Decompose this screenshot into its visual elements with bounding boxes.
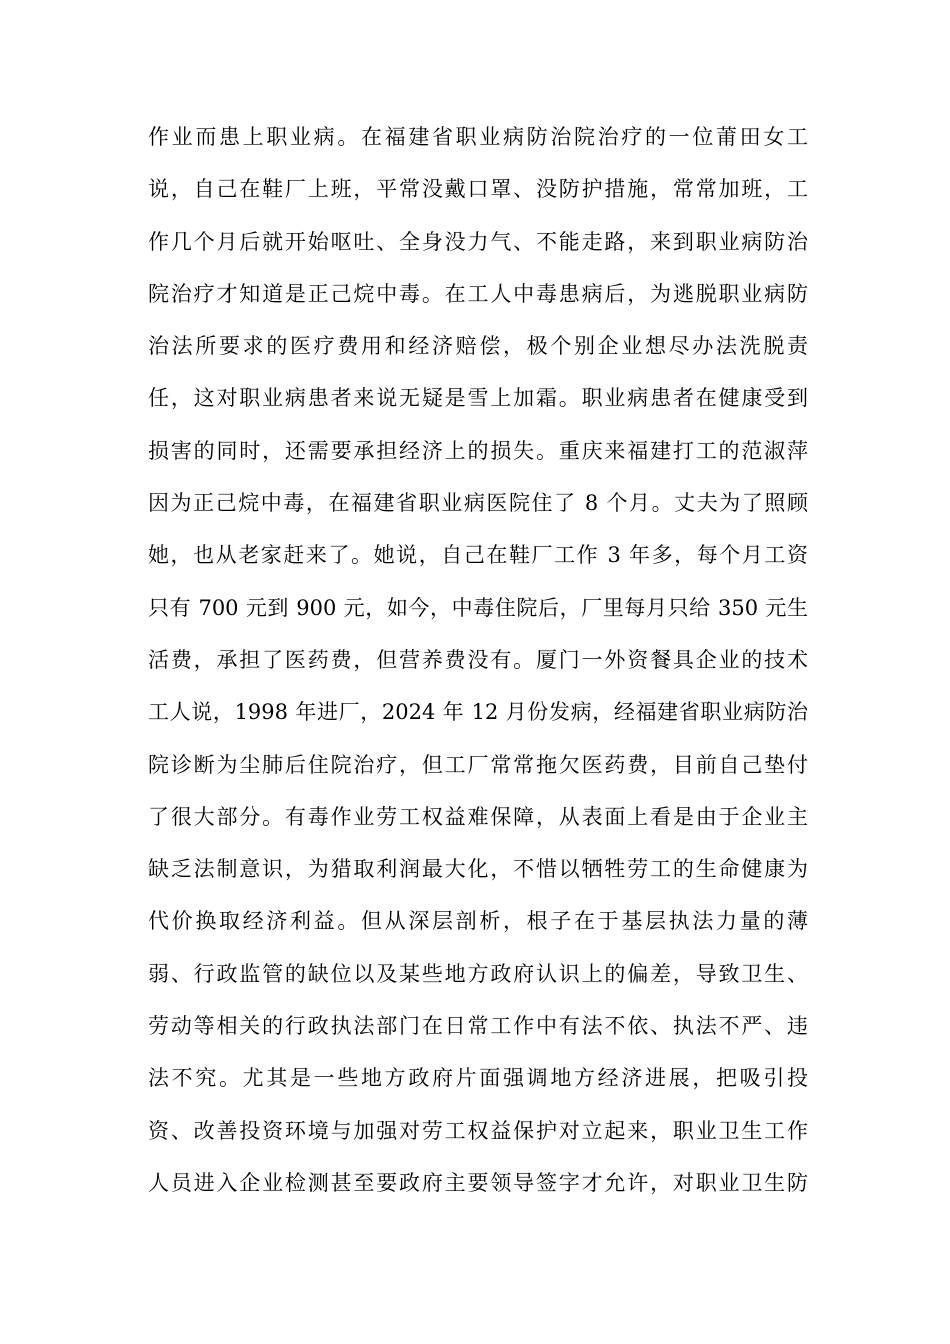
text-line: 院诊断为尘肺后住院治疗，但工厂常常拖欠医药费，目前自己垫付 — [148, 752, 808, 777]
text-line: 劳动等相关的行政执法部门在日常工作中有法不依、执法不严、违 — [148, 1014, 808, 1039]
text-line: 治法所要求的医疗费用和经济赔偿，极个别企业想尽办法洗脱责 — [148, 334, 808, 359]
text-line: 法不究。尤其是一些地方政府片面强调地方经济进展，把吸引投 — [148, 1066, 808, 1091]
text-line: 院治疗才知道是正己烷中毒。在工人中毒患病后，为逃脱职业病防 — [148, 281, 808, 306]
text-line: 代价换取经济利益。但从深层剖析，根子在于基层执法力量的薄 — [148, 909, 808, 934]
text-line: 损害的同时，还需要承担经济上的损失。重庆来福建打工的范淑萍 — [148, 438, 808, 463]
text-line: 作几个月后就开始呕吐、全身没力气、不能走路，来到职业病防治 — [148, 229, 808, 254]
text-line: 缺乏法制意识，为猎取利润最大化，不惜以牺牲劳工的生命健康为 — [148, 857, 808, 882]
text-line: 活费，承担了医药费，但营养费没有。厦门一外资餐具企业的技术 — [148, 647, 808, 672]
text-line: 只有 700 元到 900 元，如今，中毒住院后，厂里每月只给 350 元生 — [148, 595, 808, 620]
body-paragraph — [148, 117, 808, 1215]
text-line: 作业而患上职业病。在福建省职业病防治院治疗的一位莆田女工 — [148, 125, 808, 149]
text-line: 了很大部分。有毒作业劳工权益难保障，从表面上看是由于企业主 — [148, 804, 808, 829]
text-line: 弱、行政监管的缺位以及某些地方政府认识上的偏差，导致卫生、 — [148, 961, 808, 986]
text-line: 任，这对职业病患者来说无疑是雪上加霜。职业病患者在健康受到 — [148, 386, 808, 411]
text-line: 她，也从老家赶来了。她说，自己在鞋厂工作 3 年多，每个月工资 — [148, 543, 808, 568]
text-line: 因为正己烷中毒，在福建省职业病医院住了 8 个月。丈夫为了照顾 — [148, 491, 808, 516]
text-line: 资、改善投资环境与加强对劳工权益保护对立起来，职业卫生工作 — [148, 1118, 808, 1143]
text-line: 工人说，1998 年进厂，2024 年 12 月份发病，经福建省职业病防治 — [148, 700, 808, 725]
text-line: 说，自己在鞋厂上班，平常没戴口罩、没防护措施，常常加班，工 — [148, 177, 808, 202]
text-line: 人员进入企业检测甚至要政府主要领导签字才允许，对职业卫生防 — [148, 1170, 808, 1195]
